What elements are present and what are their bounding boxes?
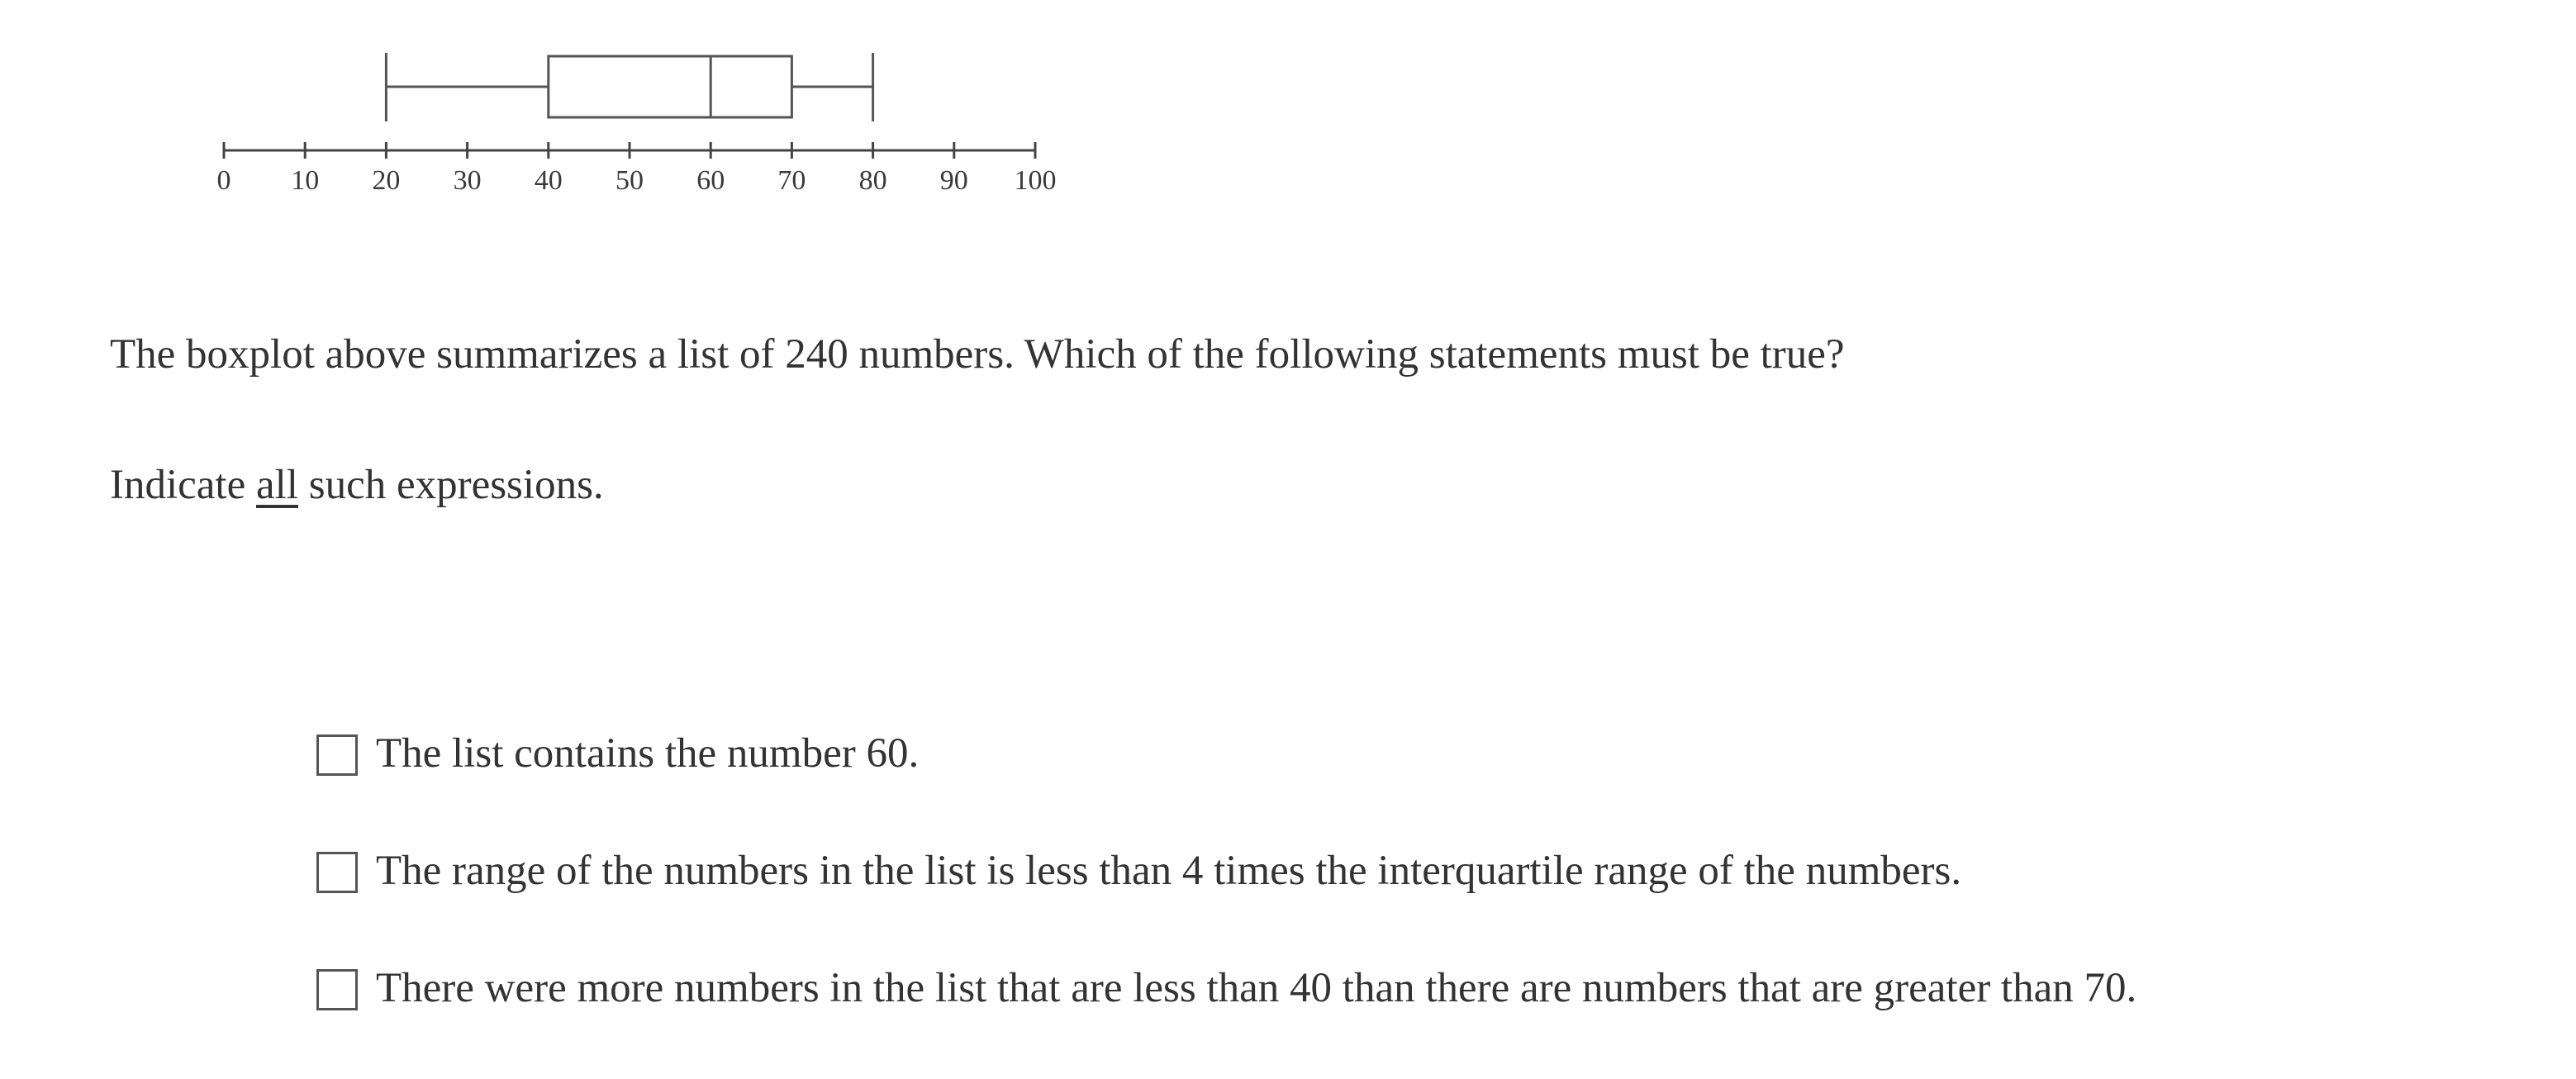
checkbox-icon[interactable]: [316, 852, 358, 893]
axis-tick-label: 100: [1014, 165, 1057, 196]
axis-tick-label: 20: [372, 165, 401, 196]
checkbox-icon[interactable]: [316, 969, 358, 1010]
axis-tick-label: 0: [216, 165, 231, 196]
number-line-axis: [217, 142, 1057, 196]
answer-option-label: The list contains the number 60.: [376, 730, 920, 777]
axis-tick-label: 90: [939, 165, 968, 196]
answer-option-2[interactable]: [316, 849, 1961, 896]
instruction-prefix: Indicate: [110, 462, 256, 508]
box-and-whiskers: [386, 53, 872, 121]
answer-option-label: The range of the numbers in the list is less than 4 times the interquartile range of the numbers.: [376, 848, 1962, 894]
instruction-emphasis: all: [255, 462, 298, 508]
instruction-suffix: such expressions.: [297, 462, 604, 508]
axis-tick-label: 60: [696, 165, 725, 196]
question-prompt-text: The boxplot above summarizes a list of 240 numbers. Which of the following statements must be true?: [110, 331, 1845, 378]
axis-tick-label: 40: [534, 165, 563, 196]
axis-tick-label: 80: [858, 165, 887, 196]
boxplot-chart: [0, 0, 1157, 215]
axis-tick-label: 30: [453, 165, 482, 196]
answer-option-label: There were more numbers in the list that are less than 40 than there are numbers that are greater than 70.: [376, 965, 2137, 1011]
checkbox-icon[interactable]: [316, 734, 358, 776]
question-prompt: [110, 329, 1845, 380]
question-instruction: [110, 459, 604, 511]
boxplot-figure: [0, 0, 1157, 215]
axis-tick-label: 70: [777, 165, 806, 196]
answer-option-3[interactable]: [316, 967, 2136, 1013]
interquartile-box: [549, 56, 792, 117]
axis-tick-label: 10: [291, 165, 320, 196]
axis-tick-label: 50: [615, 165, 644, 196]
answer-option-1[interactable]: [316, 732, 919, 778]
